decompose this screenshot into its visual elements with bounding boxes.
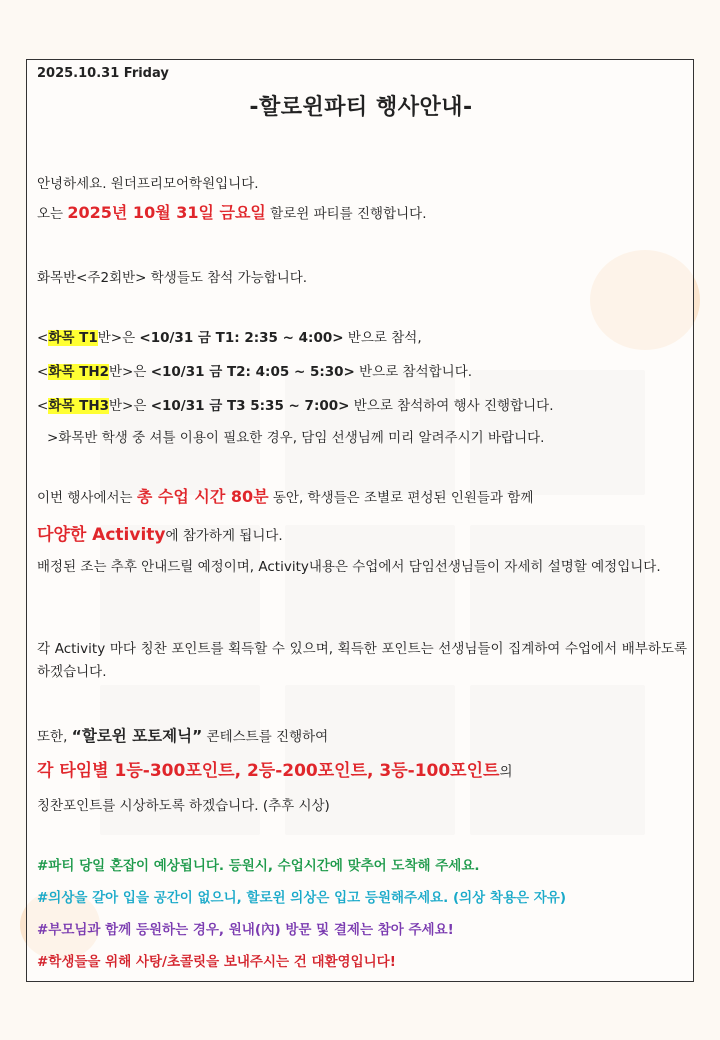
schedule-class-rest: 반>은: [109, 364, 151, 380]
schedule-class-day: 화목: [48, 398, 80, 414]
schedule-row: [37, 394, 553, 414]
activity-line-2: [37, 520, 283, 545]
contest-prefix: 또한,: [37, 729, 72, 745]
activity-highlight: 다양한 Activity: [37, 525, 166, 545]
activity-prefix: 이번 행사에서는: [37, 490, 137, 506]
schedule-bracket: <: [37, 330, 49, 346]
schedule-class-rest: 반>은: [97, 330, 140, 346]
schedule-bracket: <: [37, 398, 49, 414]
points-paragraph: 각 Activity 마다 칭찬 포인트를 획득할 수 있으며, 획득한 포인트는 선생님들이 집계하여 수업에서 배부하도록 하겠습니다.: [37, 641, 687, 680]
schedule-tail: 반으로 참석,: [343, 330, 422, 346]
schedule-class-day: 화목: [48, 364, 80, 380]
schedule-time: <10/31 금 T1: 2:35 ~ 4:00>: [139, 330, 344, 346]
schedule-class-code: TH3: [79, 398, 110, 414]
schedule-time: <10/31 금 T2: 4:05 ~ 5:30>: [150, 364, 355, 380]
contest-prizes-line: [37, 756, 513, 781]
schedule-bracket: <: [37, 364, 49, 380]
greeting-line: 안녕하세요. 원더프리모어학원입니다.: [37, 176, 259, 192]
schedule-tail: 반으로 참석하여 행사 진행합니다.: [349, 398, 554, 414]
notice-candy: #학생들을 위해 사탕/초콜릿을 보내주시는 건 대환영입니다!: [37, 954, 396, 970]
schedule-row: [37, 326, 422, 346]
party-date-highlight: 2025년 10월 31일 금요일: [67, 203, 266, 222]
activity-line-2-suffix: 에 참가하게 됩니다.: [165, 528, 283, 544]
activity-suffix: 동안, 학생들은 조별로 편성된 인원들과 함께: [268, 490, 534, 506]
contest-award-line: 칭찬포인트를 시상하도록 하겠습니다. (추후 시상): [37, 798, 330, 814]
activity-duration-highlight: 총 수업 시간 80분: [136, 487, 269, 506]
schedule-class-name: [48, 398, 109, 414]
contest-prizes-suffix: 의: [499, 764, 513, 780]
schedule-class-name: [48, 364, 109, 380]
contest-prizes: 각 타임별 1등-300포인트, 2등-200포인트, 3등-100포인트: [37, 761, 500, 781]
schedule-class-code: T1: [79, 330, 98, 346]
contest-suffix: 콘테스트를 진행하여: [202, 729, 329, 745]
party-date-prefix: 오는: [37, 206, 68, 222]
notice-arrival: #파티 당일 혼잡이 예상됩니다. 등원시, 수업시간에 맞추어 도착해 주세요.: [37, 858, 480, 874]
party-date-suffix: 할로윈 파티를 진행합니다.: [265, 206, 427, 222]
schedule-class-day: 화목: [48, 330, 80, 346]
activity-line-1: [37, 484, 533, 507]
schedule-class-rest: 반>은: [109, 398, 151, 414]
shuttle-note: >화목반 학생 중 셔틀 이용이 필요한 경우, 담임 선생님께 미리 알려주시기 바랍니다.: [47, 430, 545, 446]
document-date: 2025.10.31 Friday: [37, 66, 169, 81]
schedule-class-name: [48, 330, 97, 346]
schedule-row: [37, 360, 472, 380]
schedule-class-code: TH2: [79, 364, 110, 380]
notice-document: [26, 59, 694, 982]
party-date-line: [37, 200, 427, 223]
contest-line: [37, 724, 328, 746]
notice-parents: #부모님과 함께 등원하는 경우, 원내(內) 방문 및 결제는 참아 주세요!: [37, 922, 454, 938]
activity-paragraph: 배정된 조는 추후 안내드릴 예정이며, Activity내용은 수업에서 담임선생님들이 자세히 설명할 예정입니다.: [37, 559, 661, 575]
notice-costume: #의상을 갈아 입을 공간이 없으니, 할로윈 의상은 입고 등원해주세요. (의상 착용은 자유): [37, 890, 567, 906]
schedule-time: <10/31 금 T3 5:35 ~ 7:00>: [150, 398, 350, 414]
contest-name: “할로윈 포토제닉”: [71, 727, 203, 745]
document-title: -할로윈파티 행사안내-: [249, 95, 473, 120]
schedule-tail: 반으로 참석합니다.: [354, 364, 473, 380]
participation-line: 화목반<주2회반> 학생들도 참석 가능합니다.: [37, 270, 308, 286]
